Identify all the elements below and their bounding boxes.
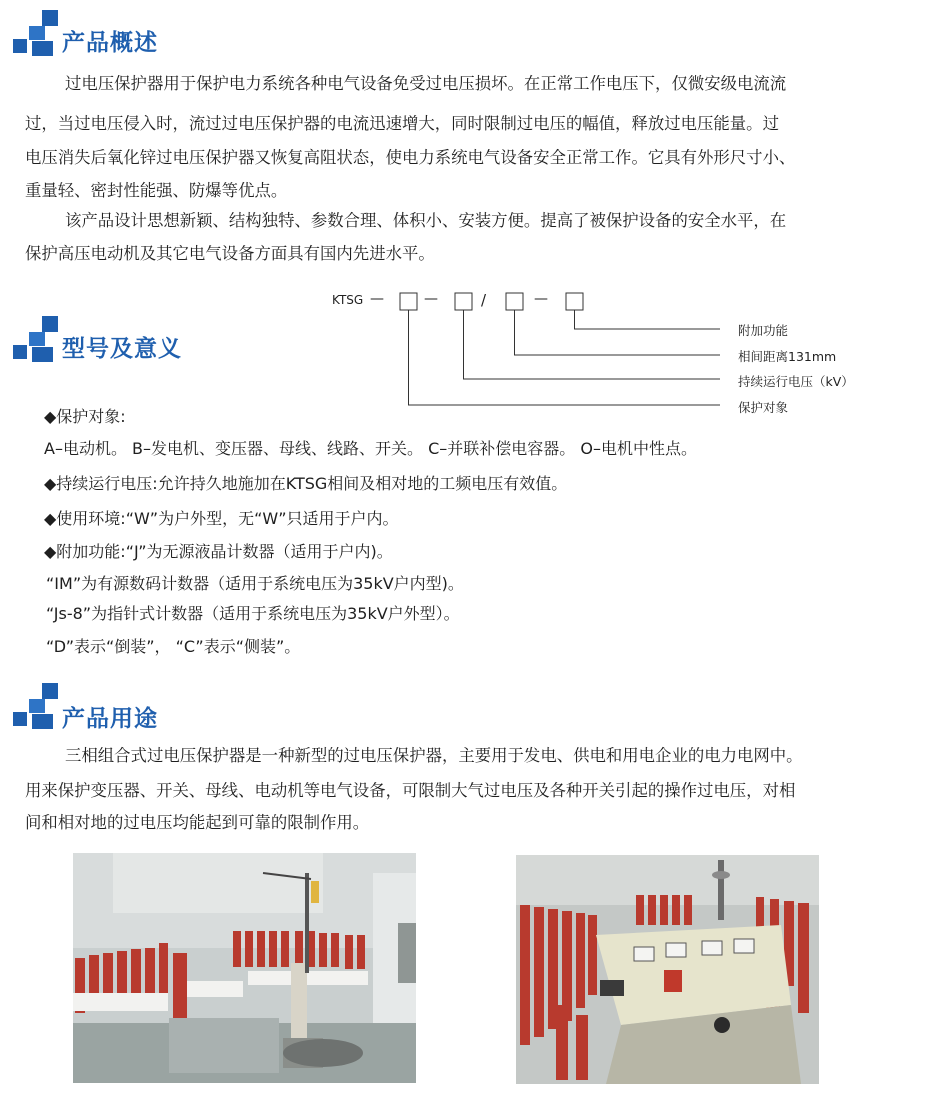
model-line: “D”表示“倒装”， “C”表示“侧装”。: [46, 637, 301, 656]
overview-line: 电压消失后氧化锌过电压保护器又恢复高阻状态，使电力系统电气设备安全正常工作。它具有外形尺寸小、: [25, 148, 796, 167]
product-photo-console: [516, 855, 819, 1084]
model-title: 型号及意义: [62, 336, 182, 362]
model-line: A–电动机。 B–发电机、变压器、母线、线路、开关。 C–并联补偿电容器。 O–电机中性点。: [44, 439, 697, 458]
model-line: “Js-8”为指针式计数器（适用于系统电压为35kV户外型）。: [46, 604, 460, 623]
section-logo-icon: [13, 683, 63, 729]
model-line: ◆保护对象:: [44, 407, 126, 426]
model-code-diagram: [300, 283, 900, 423]
model-line: “IM”为有源数码计数器（适用于系统电压为35kV户内型)。: [46, 574, 464, 593]
model-dash: —: [534, 291, 548, 307]
usage-line: 三相组合式过电压保护器是一种新型的过电压保护器，主要用于发电、供电和用电企业的电力电网中。: [65, 746, 803, 765]
overview-line: 过，当过电压侵入时，流过过电压保护器的电流迅速增大，同时限制过电压的幅值，释放过电压能量。过: [25, 114, 779, 133]
usage-line: 间和相对地的过电压均能起到可靠的限制作用。: [25, 813, 370, 832]
model-prefix: KTSG: [332, 293, 364, 307]
model-dash: —: [370, 291, 384, 307]
label-addon: 附加功能: [738, 323, 789, 338]
overview-title: 产品概述: [62, 30, 158, 56]
label-phase-distance: 相间距离131mm: [738, 349, 837, 364]
label-protect-target: 保护对象: [738, 400, 789, 415]
overview-line: 重量轻、密封性能强、防爆等优点。: [25, 181, 288, 200]
model-dash: —: [424, 291, 438, 307]
overview-line: 过电压保护器用于保护电力系统各种电气设备免受过电压损坏。在正常工作电压下，仅微安级电流流: [65, 74, 787, 93]
product-photo-lab: [73, 853, 416, 1083]
model-line: ◆持续运行电压:允许持久地施加在KTSG相间及相对地的工频电压有效值。: [44, 474, 568, 493]
section-logo-icon: [13, 10, 63, 56]
overview-line: 保护高压电动机及其它电气设备方面具有国内先进水平。: [25, 244, 435, 263]
model-line: ◆附加功能:“J”为无源液晶计数器（适用于户内)。: [44, 542, 393, 561]
overview-line: 该产品设计思想新颖、结构独特、参数合理、体积小、安装方便。提高了被保护设备的安全水平，在: [65, 211, 787, 230]
model-slash: /: [481, 291, 487, 309]
section-logo-icon: [13, 316, 63, 362]
label-voltage: 持续运行电压（kV）: [738, 374, 854, 389]
usage-line: 用来保护变压器、开关、母线、电动机等电气设备，可限制大气过电压及各种开关引起的操作过电压，对相: [25, 781, 796, 800]
usage-title: 产品用途: [62, 706, 158, 732]
model-line: ◆使用环境:“W”为户外型，无“W”只适用于户内。: [44, 509, 399, 528]
